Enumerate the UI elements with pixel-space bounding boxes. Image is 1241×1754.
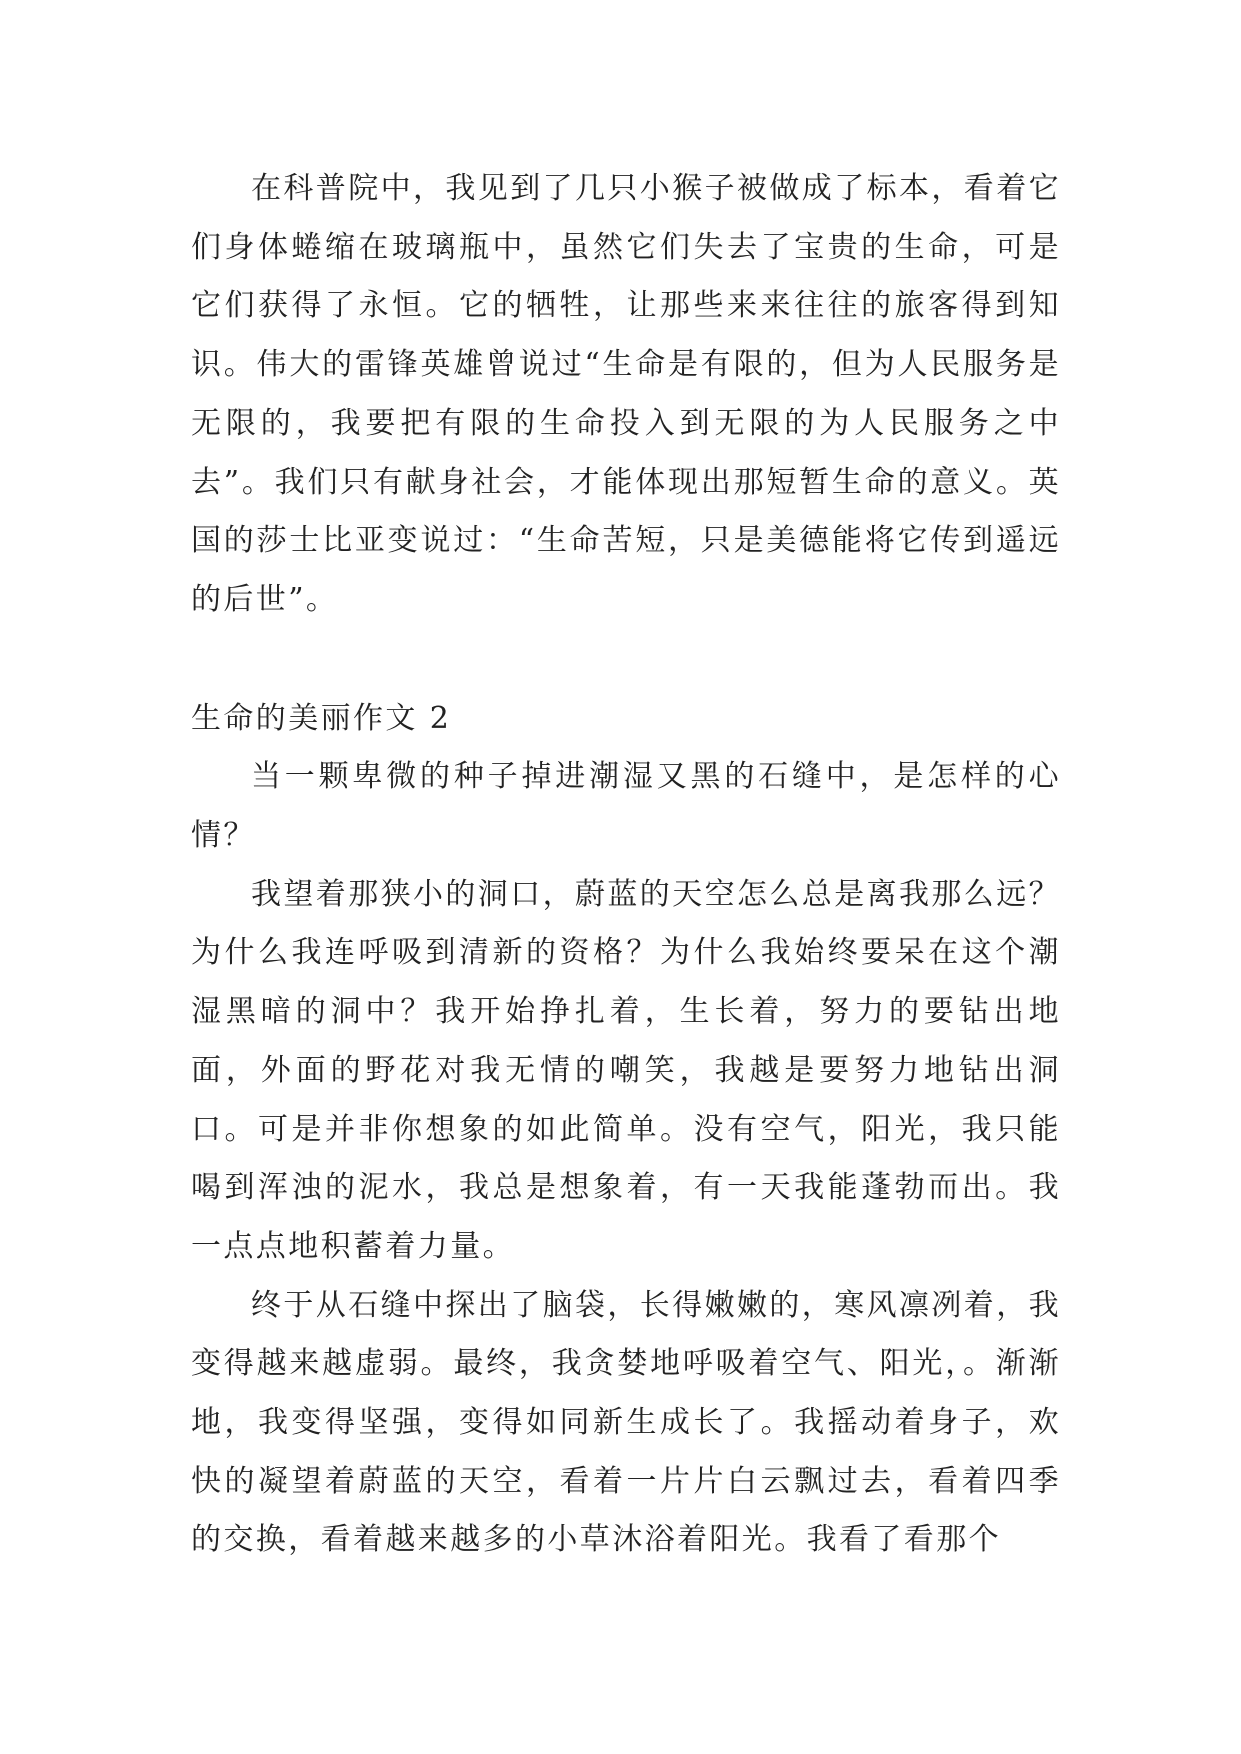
paragraph-2: 当一颗卑微的种子掉进潮湿又黑的石缝中，是怎样的心情？ <box>191 759 1061 854</box>
paragraph-4: 终于从石缝中探出了脑袋，长得嫩嫩的，寒风凛冽着，我变得越来越虚弱。最终，我贪婪地呼吸着空气、阳光，。渐渐地，我变得坚强，变得如同新生成长了。我摇动着身子，欢快的凝望着蔚蓝的天空，看着一片片白云飘过去，看着四季的交换，看着越来越多的小草沐浴着阳光。我看了看那个 <box>191 1287 1061 1558</box>
document-body <box>191 160 1061 1570</box>
paragraph-1: 在科普院中，我见到了几只小猴子被做成了标本，看着它们身体蜷缩在玻璃瓶中，虽然它们失去了宝贵的生命，可是它们获得了永恒。它的牺牲，让那些来来往往的旅客得到知识。伟大的雷锋英雄曾说过“生命是有限的，但为人民服务是无限的，我要把有限的生命投入到无限的为人民服务之中去”。我们只有献身社会，才能体现出那短暂生命的意义。英国的莎士比亚变说过：“生命苦短，只是美德能将它传到遥远的后世”。 <box>191 171 1061 617</box>
paragraph-3: 我望着那狭小的洞口，蔚蓝的天空怎么总是离我那么远？为什么我连呼吸到清新的资格？为什么我始终要呆在这个潮湿黑暗的洞中？我开始挣扎着，生长着，努力的要钻出地面，外面的野花对我无情的嘲笑，我越是要努力地钻出洞口。可是并非你想象的如此简单。没有空气，阳光，我只能喝到浑浊的泥水，我总是想象着，有一天我能蓬勃而出。我一点点地积蓄着力量。 <box>191 876 1061 1264</box>
section-heading: 生命的美丽作文 2 <box>191 700 452 736</box>
